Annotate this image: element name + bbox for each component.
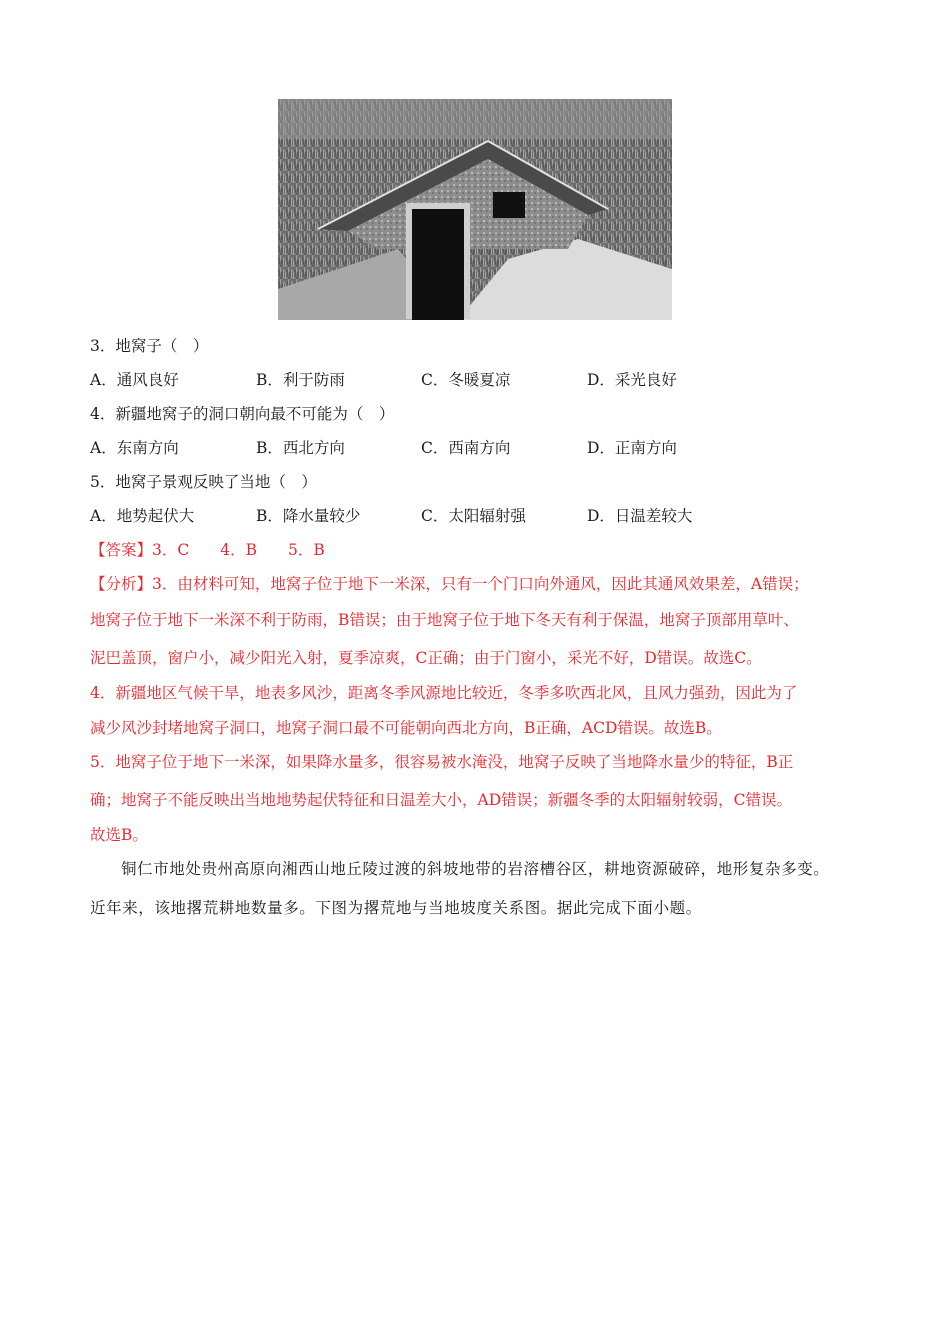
question-4-option-c: C．西南方向 [421,439,511,457]
intro-line-2: 近年来，该地撂荒耕地数量多。下图为撂荒地与当地坡度关系图。据此完成下面小题。 [90,899,702,917]
analysis-line-2: 地窝子位于地下一米深不利于防雨，B错误；由于地窝子位于地下冬天有利于保温，地窝子顶部用草叶、 [90,611,799,629]
question-3-option-d: D．采光良好 [587,371,677,389]
question-5-option-b: B．降水量较少 [256,507,361,525]
earth-house-photo [278,99,672,320]
analysis-label: 【分析】 [90,575,153,593]
analysis-line-3: 泥巴盖顶，窗户小，减少阳光入射，夏季凉爽，C正确；由于门窗小，采光不好，D错误。故选C。 [90,649,762,667]
question-3-option-a: A．通风良好 [90,371,179,389]
answer-line [90,539,325,561]
question-5-option-d: D．日温差较大 [587,507,693,525]
question-5-stem: 5．地窝子景观反映了当地（ ） [90,473,317,491]
question-5-option-c: C．太阳辐射强 [421,507,526,525]
question-4-option-d: D．正南方向 [587,439,677,457]
question-4-option-b: B．西北方向 [256,439,345,457]
analysis-line-6: 5．地窝子位于地下一米深，如果降水量多，很容易被水淹没，地窝子反映了当地降水量少的特征，B正 [90,753,794,771]
intro-line-1: 铜仁市地处贵州高原向湘西山地丘陵过渡的斜坡地带的岩溶槽谷区，耕地资源破碎，地形复杂多变。 [121,860,830,878]
analysis-line-8: 故选B。 [90,826,148,844]
question-4-option-a: A．东南方向 [90,439,179,457]
earth-house-illustration [278,99,672,320]
analysis-text: 3．由材料可知，地窝子位于地下一米深，只有一个门口向外通风，因此其通风效果差，A错误； [152,575,809,593]
analysis-line-5: 减少风沙封堵地窝子洞口，地窝子洞口最不可能朝向西北方向，B正确，ACD错误。故选B。 [90,719,722,737]
question-4-stem: 4．新疆地窝子的洞口朝向最不可能为（ ） [90,405,395,423]
analysis-line-4: 4．新疆地区气候干旱，地表多风沙，距离冬季风源地比较近，冬季多吹西北风，且风力强劲，因此为了 [90,684,798,702]
answer-label: 【答案】 [90,541,153,559]
question-3-stem: 3．地窝子（ ） [90,337,209,355]
question-3-option-c: C．冬暖夏凉 [421,371,511,389]
analysis-line-7: 确；地窝子不能反映出当地地势起伏特征和日温差大小，AD错误；新疆冬季的太阳辐射较弱，C错误。 [90,791,792,809]
question-3-option-b: B．利于防雨 [256,371,345,389]
question-5-option-a: A．地势起伏大 [90,507,195,525]
analysis-line-1 [90,573,809,595]
answer-text: 3．C 4．B 5．B [152,541,325,559]
